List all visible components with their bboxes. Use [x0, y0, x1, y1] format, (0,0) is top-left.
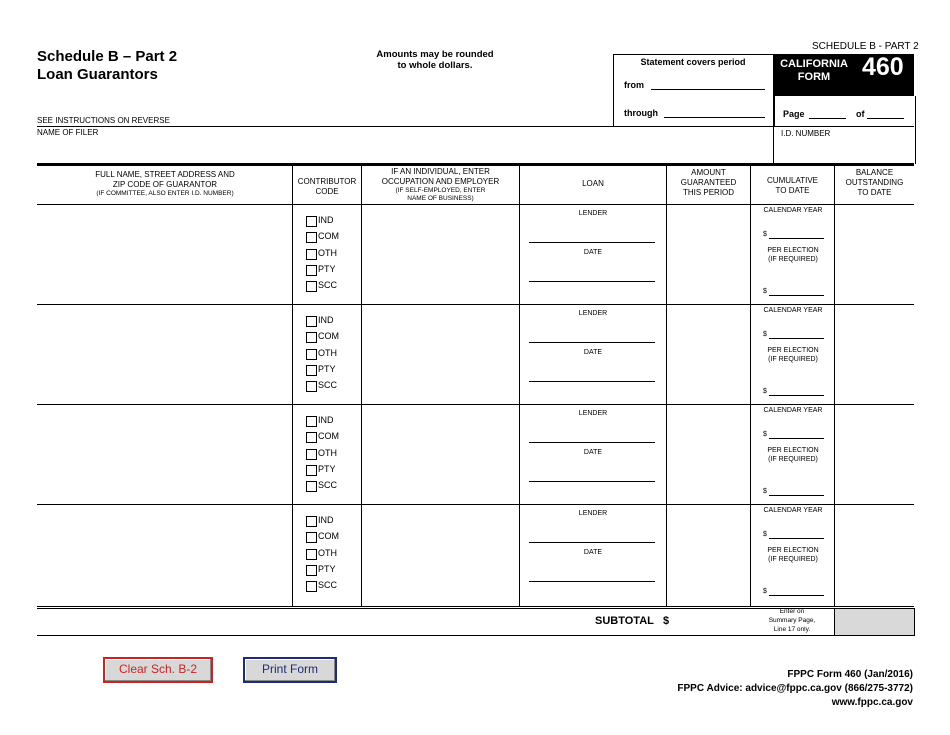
- code-4-checkbox[interactable]: [306, 381, 317, 392]
- dollar-sign: $: [763, 231, 767, 238]
- code-label: PTY: [318, 364, 336, 374]
- dollar-sign: $: [763, 331, 767, 338]
- code-label: COM: [318, 431, 339, 441]
- occupation-employer-field[interactable]: [364, 308, 516, 400]
- date-label: DATE: [583, 449, 603, 456]
- code-label: COM: [318, 231, 339, 241]
- date-label: DATE: [583, 549, 603, 556]
- date-label: DATE: [583, 349, 603, 356]
- page-total-field[interactable]: [867, 118, 904, 119]
- code-label: PTY: [318, 464, 336, 474]
- dollar-sign: $: [763, 488, 767, 495]
- lender-field[interactable]: [529, 442, 655, 443]
- from-field[interactable]: [651, 89, 765, 90]
- code-label: IND: [318, 515, 334, 525]
- code-4-checkbox[interactable]: [306, 281, 317, 292]
- fppc-advice: FPPC Advice: advice@fppc.ca.gov (866/275-3772): [677, 683, 913, 694]
- code-0-checkbox[interactable]: [306, 516, 317, 527]
- schedule-code: SCHEDULE B - PART 2: [812, 41, 919, 52]
- calendar-year-label: CALENDAR YEAR: [763, 407, 823, 414]
- page-number-field[interactable]: [809, 118, 846, 119]
- statement-covers-label: Statement covers period: [640, 57, 746, 67]
- per-election-amount-field[interactable]: [769, 295, 824, 296]
- col-amount-header: AMOUNT GUARANTEED THIS PERIOD: [680, 168, 737, 197]
- balance-outstanding-field[interactable]: [837, 408, 911, 500]
- print-form-button[interactable]: Print Form: [243, 657, 337, 683]
- lender-label: LENDER: [578, 210, 608, 217]
- code-0-checkbox[interactable]: [306, 416, 317, 427]
- form-number: 460: [862, 53, 904, 81]
- code-label: OTH: [318, 448, 337, 458]
- subtotal-dollar: $: [663, 615, 670, 627]
- code-0-checkbox[interactable]: [306, 316, 317, 327]
- date-field[interactable]: [529, 481, 655, 482]
- calendar-year-amount-field[interactable]: [769, 238, 824, 239]
- from-label: from: [624, 80, 644, 90]
- code-3-checkbox[interactable]: [306, 565, 317, 576]
- amount-guaranteed-field[interactable]: [669, 508, 747, 600]
- col-loan-header: LOAN: [582, 179, 604, 188]
- see-instructions: SEE INSTRUCTIONS ON REVERSE: [37, 116, 170, 125]
- balance-outstanding-field[interactable]: [837, 308, 911, 400]
- fppc-website: www.fppc.ca.gov: [831, 697, 913, 708]
- lender-label: LENDER: [578, 510, 608, 517]
- code-2-checkbox[interactable]: [306, 349, 317, 360]
- id-number-label: I.D. NUMBER: [781, 129, 831, 138]
- code-label: IND: [318, 215, 334, 225]
- balance-outstanding-field[interactable]: [837, 208, 911, 300]
- dollar-sign: $: [763, 531, 767, 538]
- per-election-amount-field[interactable]: [769, 495, 824, 496]
- per-election-label: PER ELECTION (IF REQUIRED): [767, 347, 819, 363]
- lender-field[interactable]: [529, 342, 655, 343]
- date-field[interactable]: [529, 281, 655, 282]
- of-label: of: [856, 109, 865, 119]
- code-1-checkbox[interactable]: [306, 432, 317, 443]
- subtotal-label: SUBTOTAL: [595, 615, 654, 627]
- date-label: DATE: [583, 249, 603, 256]
- code-2-checkbox[interactable]: [306, 249, 317, 260]
- rounding-note: Amounts may be rounded to whole dollars.: [376, 49, 494, 71]
- per-election-amount-field[interactable]: [769, 595, 824, 596]
- code-3-checkbox[interactable]: [306, 365, 317, 376]
- per-election-label: PER ELECTION (IF REQUIRED): [767, 547, 819, 563]
- subtotal-note: Enter on Summary Page, Line 17 only.: [768, 608, 816, 633]
- schedule-title: Schedule B – Part 2: [37, 48, 178, 65]
- code-label: COM: [318, 331, 339, 341]
- lender-label: LENDER: [578, 410, 608, 417]
- guarantor-name-address-field[interactable]: [40, 508, 288, 600]
- california-form-label: CALIFORNIA FORM: [780, 58, 848, 83]
- col-contributor-header: CONTRIBUTOR CODE: [297, 177, 357, 196]
- through-label: through: [624, 108, 658, 118]
- code-label: SCC: [318, 580, 338, 590]
- code-3-checkbox[interactable]: [306, 465, 317, 476]
- code-1-checkbox[interactable]: [306, 332, 317, 343]
- dollar-sign: $: [763, 588, 767, 595]
- occupation-employer-field[interactable]: [364, 508, 516, 600]
- col-balance-header: BALANCE OUTSTANDING TO DATE: [845, 168, 904, 197]
- code-label: IND: [318, 315, 334, 325]
- amount-guaranteed-field[interactable]: [669, 408, 747, 500]
- code-1-checkbox[interactable]: [306, 532, 317, 543]
- code-4-checkbox[interactable]: [306, 581, 317, 592]
- footer-info: [677, 668, 913, 710]
- occupation-employer-field[interactable]: [364, 408, 516, 500]
- code-label: COM: [318, 531, 339, 541]
- per-election-label: PER ELECTION (IF REQUIRED): [767, 447, 819, 463]
- code-label: SCC: [318, 380, 338, 390]
- code-label: SCC: [318, 480, 338, 490]
- calendar-year-amount-field[interactable]: [769, 438, 824, 439]
- balance-outstanding-field[interactable]: [837, 508, 911, 600]
- dollar-sign: $: [763, 388, 767, 395]
- code-2-checkbox[interactable]: [306, 549, 317, 560]
- guarantor-name-address-field[interactable]: [40, 208, 288, 300]
- code-label: IND: [318, 415, 334, 425]
- per-election-label: PER ELECTION (IF REQUIRED): [767, 247, 819, 263]
- col-occupation-header: IF AN INDIVIDUAL, ENTER OCCUPATION AND EMPLOYER (IF SELF-EMPLOYED, ENTER NAME OF BUSINESS): [381, 167, 500, 202]
- guarantor-name-address-field[interactable]: [40, 408, 288, 500]
- subtotal-balance-field[interactable]: [834, 608, 915, 636]
- code-3-checkbox[interactable]: [306, 265, 317, 276]
- col-guarantor-header: FULL NAME, STREET ADDRESS AND ZIP CODE OF GUARANTOR (IF COMMITTEE, ALSO ENTER I.D. NUMBER): [95, 170, 235, 197]
- calendar-year-amount-field[interactable]: [769, 538, 824, 539]
- date-field[interactable]: [529, 381, 655, 382]
- through-field[interactable]: [664, 117, 765, 118]
- lender-label: LENDER: [578, 310, 608, 317]
- dollar-sign: $: [763, 288, 767, 295]
- calendar-year-label: CALENDAR YEAR: [763, 507, 823, 514]
- col-cumulative-header: CUMULATIVE TO DATE: [767, 176, 818, 195]
- code-2-checkbox[interactable]: [306, 449, 317, 460]
- amount-guaranteed-field[interactable]: [669, 308, 747, 400]
- code-1-checkbox[interactable]: [306, 232, 317, 243]
- guarantor-name-address-field[interactable]: [40, 308, 288, 400]
- date-field[interactable]: [529, 581, 655, 582]
- dollar-sign: $: [763, 431, 767, 438]
- code-label: PTY: [318, 564, 336, 574]
- lender-field[interactable]: [529, 542, 655, 543]
- name-of-filer-field[interactable]: [37, 137, 771, 161]
- occupation-employer-field[interactable]: [364, 208, 516, 300]
- lender-field[interactable]: [529, 242, 655, 243]
- id-number-field[interactable]: [781, 139, 909, 161]
- clear-schedule-button[interactable]: Clear Sch. B-2: [103, 657, 213, 683]
- form-version: FPPC Form 460 (Jan/2016): [787, 669, 913, 680]
- code-4-checkbox[interactable]: [306, 481, 317, 492]
- code-label: PTY: [318, 264, 336, 274]
- calendar-year-label: CALENDAR YEAR: [763, 207, 823, 214]
- page-label: Page: [783, 109, 805, 119]
- code-label: OTH: [318, 248, 337, 258]
- amount-guaranteed-field[interactable]: [669, 208, 747, 300]
- code-label: SCC: [318, 280, 338, 290]
- calendar-year-label: CALENDAR YEAR: [763, 307, 823, 314]
- code-label: OTH: [318, 348, 337, 358]
- calendar-year-amount-field[interactable]: [769, 338, 824, 339]
- schedule-subtitle: Loan Guarantors: [37, 66, 158, 83]
- code-label: OTH: [318, 548, 337, 558]
- code-0-checkbox[interactable]: [306, 216, 317, 227]
- per-election-amount-field[interactable]: [769, 395, 824, 396]
- name-of-filer-label: NAME OF FILER: [37, 128, 99, 137]
